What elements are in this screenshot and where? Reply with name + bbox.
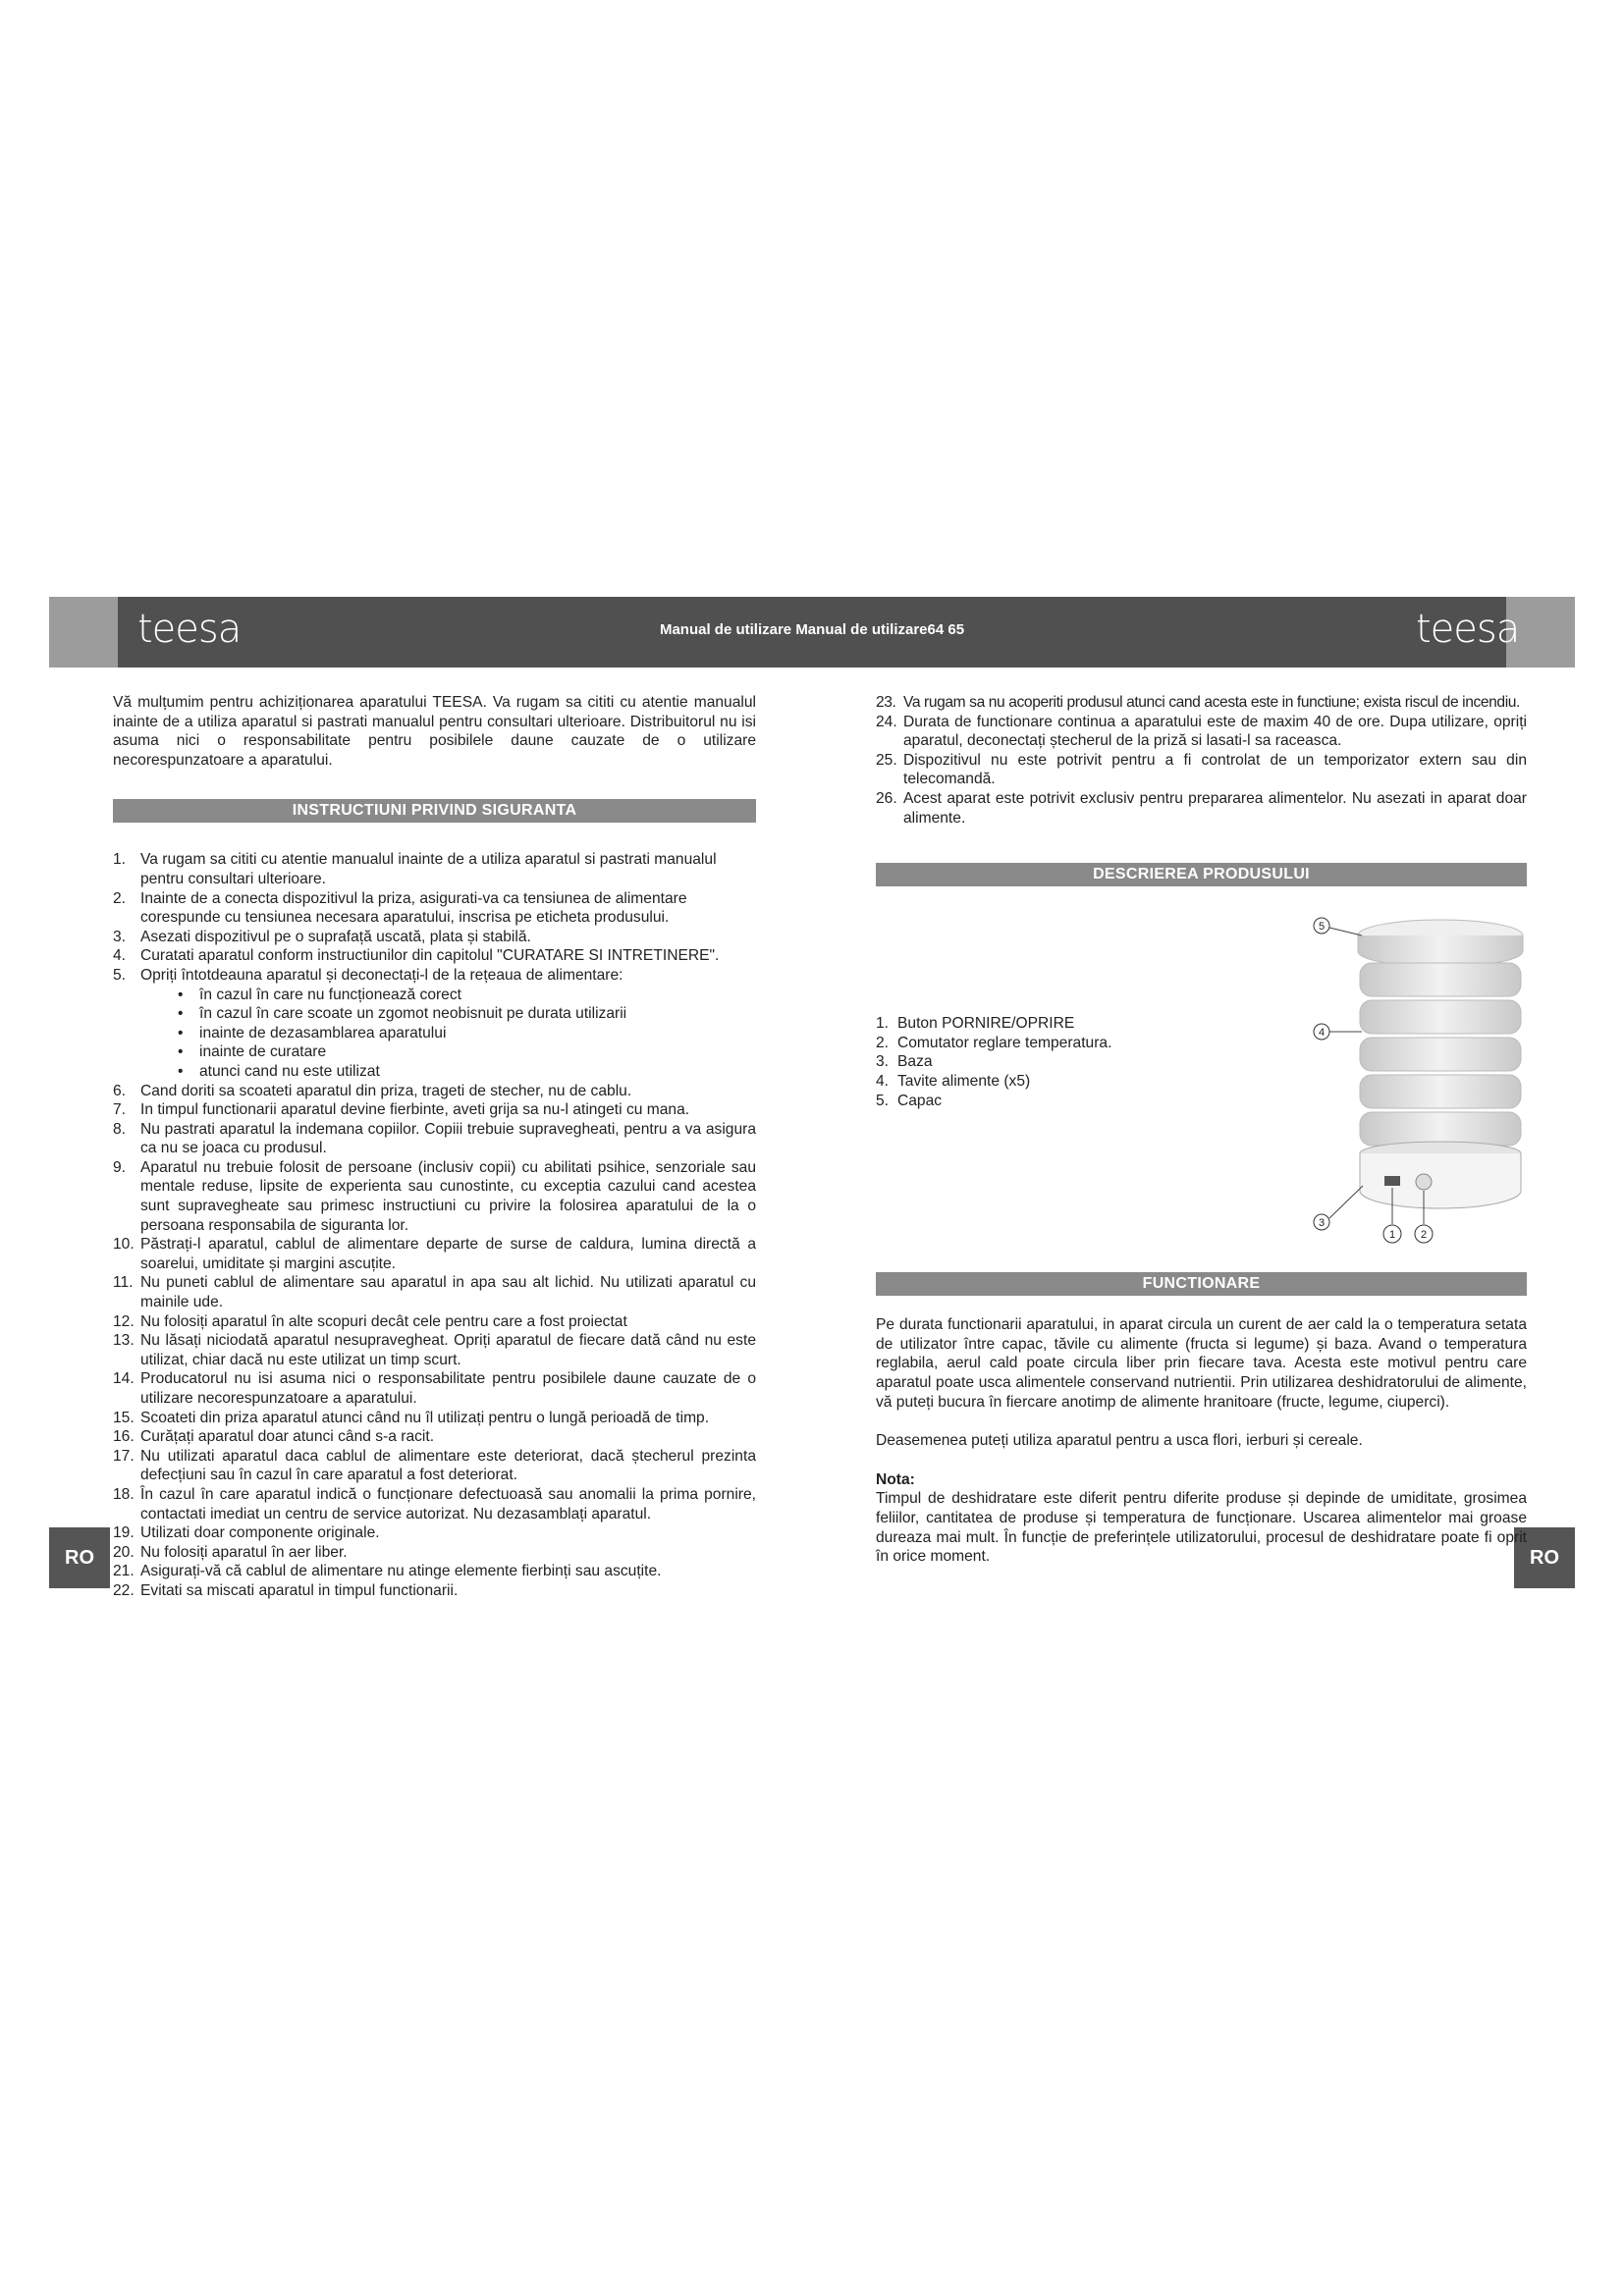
- intro-paragraph: Vă mulțumim pentru achiziționarea aparatului TEESA. Va rugam sa cititi cu atentie manualul inainte de a utiliza aparatul si pastrati manualul pentru consultari ulterioare. Distribuitorul nu isi asuma nici o responsabilitate pentru posibilele daune cauzate de o utilizare necorespunzatoare a aparatului.: [113, 694, 756, 769]
- callout-2: [1415, 1225, 1433, 1243]
- safety-item: 16. Curățați aparatul doar atunci când s-a racit.: [113, 1428, 435, 1446]
- safety-subitem: • inainte de dezasamblarea aparatului: [178, 1024, 756, 1043]
- operation-section-title: FUNCTIONARE: [876, 1272, 1527, 1296]
- lid-shape: [1358, 920, 1523, 967]
- safety-item: 1. Va rugam sa cititi cu atentie manualul inainte de a utiliza aparatul si pastrati manualul pentru consultari ulterioare.: [113, 851, 717, 887]
- safety-item: 15. Scoateti din priza aparatul atunci când nu îl utilizați pentru o lungă perioadă de timp.: [113, 1409, 710, 1426]
- callout-1: [1383, 1225, 1401, 1243]
- part-item: 5. Capac: [876, 1092, 943, 1109]
- safety-item: 3. Asezati dispozitivul pe o suprafață uscată, plata și stabilă.: [113, 928, 531, 945]
- callout-5: [1314, 918, 1329, 934]
- svg-text:4: 4: [1318, 1027, 1326, 1040]
- language-tab-right: RO: [1514, 1527, 1575, 1588]
- language-tab-left: RO: [49, 1527, 110, 1588]
- safety-item: 17. Nu utilizati aparatul daca cablul de alimentare este deteriorat, dacă ștecherul prezinta defecțiuni sau în cazul în care aparatul a fost deteriorat.: [113, 1447, 756, 1484]
- dehydrator-illustration: [1308, 906, 1527, 1255]
- safety-item: 7. In timpul functionarii aparatul devine fierbinte, aveti grija sa nu-l atingeti cu mana.: [113, 1101, 690, 1119]
- safety-item: 8. Nu pastrati aparatul la indemana copiilor. Copiii trebuie supravegheati, pentru a va asigura ca nu se joaca cu produsul.: [113, 1120, 756, 1157]
- part-item: 2. Comutator reglare temperatura.: [876, 1034, 1112, 1051]
- brand-logo-left: teesa: [137, 607, 242, 652]
- nota-text: Timpul de deshidratare este diferit pentru diferite produse și depinde de umiditate, grosimea feliilor, cantitatea de produse și temperatura de funcționare. Uscarea alimentelor mai groase dureaza mai mult. În funcție de preferințele utilizatorului, procesul de deshidratare poate fi oprit în orice moment.: [876, 1490, 1527, 1566]
- svg-text:2: 2: [1420, 1229, 1428, 1242]
- temperature-dial-shape: [1416, 1174, 1432, 1190]
- part-item: 4. Tavite alimente (x5): [876, 1072, 1031, 1090]
- safety-item: 20. Nu folosiți aparatul în aer liber.: [113, 1543, 348, 1561]
- safety-item: 13. Nu lăsați niciodată aparatul nesupravegheat. Opriți aparatul de fiecare dată când nu este utilizat, chiar dacă nu este utilizat un timp scurt.: [113, 1332, 756, 1368]
- safety-item: 24. Durata de functionare continua a aparatului este de maxim 40 de ore. Dupa utilizare, opriți aparatul, deconectați ștecherul de la priză si lasati-l sa raceasca.: [876, 713, 1527, 750]
- safety-list: [113, 850, 756, 1600]
- power-switch-shape: [1384, 1176, 1400, 1186]
- safety-subitem: • în cazul în care nu funcționează corect: [178, 986, 756, 1005]
- nota-title: Nota:: [876, 1470, 915, 1488]
- safety-item: 19. Utilizati doar componente originale.: [113, 1524, 380, 1542]
- description-section-title: DESCRIEREA PRODUSULUI: [876, 863, 1527, 886]
- safety-section-title: INSTRUCTIUNI PRIVIND SIGURANTA: [113, 799, 756, 823]
- parts-list-box: [876, 1014, 1288, 1110]
- safety-item: 26. Acest aparat este potrivit exclusiv pentru prepararea alimentelor. Nu asezati in aparat doar alimente.: [876, 789, 1527, 827]
- operation-paragraph: Pe durata functionarii aparatului, in aparat circula un curent de aer cald la o temperatura setata de utilizator între capac, tăvile cu alimente (fructa si legume) și baza. Avand o temperatura reglabila, aerul cald poate circula liber prin fiecare tava. Acesta este motivul pentru care aparatul poate usca alimentele conservand nutrientii. Prin utilizarea deshidratorului de alimente, vă puteți bucura în fiercare anotimp de alimente hranitoare (fructe, legume, ciuperci).: [876, 1316, 1527, 1411]
- trays-shape: [1360, 963, 1521, 1146]
- safety-item: 9. Aparatul nu trebuie folosit de persoane (inclusiv copii) cu abilitati psihice, senzoriale sau mentale reduse, lipsite de experienta sau cunostinte, cu exceptia cazului cand acestea sunt supravegheate sau primesc instructiuni cu privire la folosirea aparatului de la o persoana responsabila de siguranta lor.: [113, 1158, 756, 1234]
- safety-item: 22. Evitati sa miscati aparatul in timpul functionarii.: [113, 1581, 459, 1599]
- product-description: [876, 906, 1527, 1255]
- base-shape: [1360, 1142, 1521, 1208]
- safety-subitem: • în cazul în care scoate un zgomot neobisnuit pe durata utilizarii: [178, 1004, 756, 1024]
- safety-item: 10. Păstrați-l aparatul, cablul de alimentare departe de surse de caldura, lumina directă a soarelui, umiditate și margini ascuțite.: [113, 1236, 756, 1272]
- callout-4: [1314, 1024, 1329, 1040]
- callout-3: [1314, 1214, 1329, 1230]
- safety-item: 23. Va rugam sa nu acoperiti produsul atunci cand acesta este in functiune; exista riscul de incendiu.: [876, 694, 1520, 711]
- safety-item: 5. Opriți întotdeauna aparatul și deconectați-l de la rețeaua de alimentare: • în cazul în care nu funcționează corect • în cazul în care scoate un zgomot neobisnuit pe durata utilizarii • inainte de dezasamblarea aparatului • inainte de curatare • atunci cand nu este utilizat: [113, 966, 756, 1082]
- safety-subitem: • inainte de curatare: [178, 1042, 756, 1062]
- safety-item: 11. Nu puneti cablul de alimentare sau aparatul in apa sau alt lichid. Nu utilizati aparatul cu mainile ude.: [113, 1274, 756, 1311]
- safety-item: 12. Nu folosiți aparatul în alte scopuri decât cele pentru care a fost proiectat: [113, 1312, 627, 1330]
- part-item: 1. Buton PORNIRE/OPRIRE: [876, 1015, 1075, 1033]
- operation-paragraph-2: Deasemenea puteți utiliza aparatul pentru a usca flori, ierburi și cereale.: [876, 1432, 1363, 1450]
- safety-item: 6. Cand doriti sa scoateti aparatul din priza, trageti de stecher, nu de cablu.: [113, 1082, 632, 1099]
- svg-text:1: 1: [1388, 1229, 1396, 1242]
- right-column: [876, 693, 1527, 1567]
- safety-item: 4. Curatati aparatul conform instructiunilor din capitolul "CURATARE SI INTRETINERE".: [113, 947, 720, 965]
- safety-item: 18. În cazul în care aparatul indică o funcționare defectuoasă sau anomalii la prima pornire, contactati imediat un centru de service autorizat. Nu dezasamblați aparatul.: [113, 1485, 756, 1522]
- svg-text:3: 3: [1318, 1217, 1326, 1230]
- left-column: [113, 693, 756, 1601]
- safety-item: 25. Dispozitivul nu este potrivit pentru a fi controlat de un temporizator extern sau din telecomandă.: [876, 751, 1527, 788]
- safety-sublist: [140, 986, 756, 1082]
- parts-list: [876, 1014, 1288, 1110]
- svg-text:5: 5: [1318, 921, 1326, 934]
- header-title: Manual de utilizare Manual de utilizare64 65: [659, 621, 965, 638]
- brand-logo-right: teesa: [1416, 607, 1520, 652]
- safety-item: 21. Asigurați-vă că cablul de alimentare nu atinge elemente fierbinți sau ascuțite.: [113, 1563, 662, 1580]
- safety-item: 2. Inainte de a conecta dispozitivul la priza, asigurati-va ca tensiunea de alimentare corespunde cu tensiunea necesara aparatului, inscrisa pe eticheta produsului.: [113, 889, 687, 927]
- safety-subitem: • atunci cand nu este utilizat: [178, 1062, 756, 1082]
- part-item: 3. Baza: [876, 1053, 933, 1071]
- safety-list-continued: [876, 693, 1527, 828]
- safety-item: 14. Producatorul nu isi asuma nici o responsabilitate pentru posibilele daune cauzate de o utilizare necorespunzatoare a aparatului.: [113, 1370, 756, 1407]
